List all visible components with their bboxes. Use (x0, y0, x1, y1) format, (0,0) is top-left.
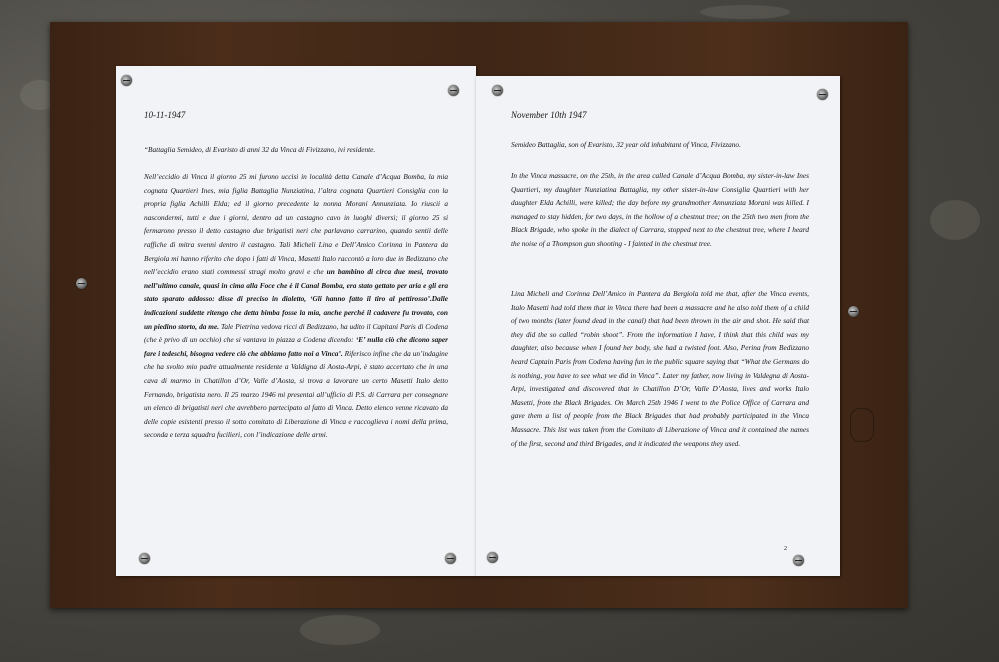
board-screw-icon (848, 306, 859, 317)
page-number: 2 (784, 546, 787, 552)
testimony-text: Tale Pietrina vedova ricci di Bedizzano, ha udito il Capitani Paris di Codena (che è privo di un occhio) che si vantava in piazza a Codena dicendo: (144, 321, 449, 345)
screw-icon (139, 553, 150, 564)
stone-texture (700, 5, 790, 19)
board-screw-icon (76, 278, 87, 289)
stone-texture (930, 200, 980, 240)
screw-icon (445, 553, 456, 564)
testimony-text: Riferisco infine che da un’indagine che ha svolto mio padre attualmente residente a Valdigna di Aosta-Arpi, è stato accertato che in una cava di marmo in Chatillon d’Or, Valle d’Aosta, si trova a lavorare un certo Masetti Italo detto Fernando, brigatista nero. Il 25 marzo 1946 mi presentai all’ufficio di P.S. di Carrara per consegnare un elenco di brigatisti neri che avrebbero partecipato al fatto di Vinca. Detto elenco venne ricavato da delle copie esistenti presso il sotto comitato di Liberazione di Vinca e raccoglieva i nomi della prima, seconda e terza squadra fucilieri, con l’indicazione delle armi. (144, 348, 449, 440)
screw-icon (817, 89, 828, 100)
testimony-text: Nell’eccidio di Vinca il giorno 25 mi furono uccisi in località detta Canale d’Acqua Bomba, la mia cognata Quartieri Ines, mia figlia Battaglia Nunziatina, l’altra cognata Quartieri Consiglia con la propria figlia Achilli Elda; ed il giorno precedente la nonna Morani Annunziata. Io riuscii a nascondermi, tutti e due i giorni, dentro ad un castagno cavo in luoghi diversi; il giorno 25 si fermarono presso il detto castagno due brigatisti neri che parlavano carrarino, quando sentii delle raffiche di mitra svenni dentro il castagno. Tali Micheli Lina e Dell’Amico Corinna in Pantera da Bergiola mi hanno riferito che dopo i fatti di Vinca, Masetti Italo raccontò a loro due in Bedizzano che nell’eccidio erano stati commessi stragi molto gravi e che (144, 172, 448, 277)
plaque-date: 10-11-1947 (144, 110, 186, 120)
plaque-testimony (144, 170, 448, 442)
italian-plaque (116, 66, 476, 576)
testimony-bold-text: un bambino di circa due mesi, trovato nell’ultimo canale, quasi in cima alla Foce che è il Canal Bomba, era stato gettato per aria e gli era stato sparato addosso: disse di preciso in dialetto, ‘Gli hanno fatto il tiro al pettirosso’.Dalle indicazioni suddette ritengo che detta bimba fosse la mia, anche perché il cadavere fu trovato, con un piedino storto, da me. (144, 267, 448, 331)
screw-icon (487, 552, 498, 563)
english-plaque (476, 76, 840, 576)
plaque-intro: Semideo Battaglia, son of Evaristo, 32 year old inhabitant of Vinca, Fivizzano. (511, 140, 741, 149)
screw-icon (448, 85, 459, 96)
plaque-date: November 10th 1947 (511, 110, 587, 120)
screw-icon (793, 555, 804, 566)
stone-texture (300, 615, 380, 645)
plaque-intro: “Battaglia Semideo, di Evaristo di anni 32 da Vinca di Fivizzano, ivi residente. (144, 145, 376, 154)
plaque-paragraph: Lina Micheli and Corinna Dell’Amico in Pantera da Bergiola told me that, after the Vinca events, Italo Masetti had told them that in Vinca there had been a massacre and he also told them of a child of two months (later found dead in the canal) that had been thrown in the air and shot. He said that they did the so called “robin shoot”. From the information I have, I think that this child was my daughter, also because when I found her body, she had a twisted foot. Also, Perina from Bedizzano heard Captain Paris from Codena having fun in the public square saying that “What the Germans do is nothing, you have to see what we did in Vinca”. Later my father, now living in Valdegna di Aosta-Arpi, investigated and discovered that in Chatillon D’Or, Valle D’Aosta, lives and works Italo Masetti, from the Black Brigades. On March 25th 1946 I went to the Police Office of Carrara and gave them a list of people from the Black Brigades that had probably participated in the Vinca Massacre. This list was taken from the Comitato di Liberazione of Vinca and it contained the names of the first, second and third Brigades, and it indicated the weapons they used. (511, 289, 809, 448)
testimony-bold-text: ‘E’ nulla ciò che dicono saper fare i tedeschi, bisogna vedere ciò che abbiamo fatto noi a Vinca’. (144, 335, 449, 358)
plaque-paragraph: In the Vinca massacre, on the 25th, in the area called Canale d’Acqua Bomba, my sister-in-law Ines Quartieri, my daughter Nunziatina Battaglia, my other sister-in-law Consiglia Quartieri with her daughter Elda Achilli, were killed; the day before my grandmother Annunziata Morani was killed. I managed to stay hidden, for two days, in the hollow of a chestnut tree; on the 25th two men from the Black Brigade, who spoke in the dialect of Carrara, stopped next to the chestnut tree, where I heard the noise of a Thompson gun shooting - I fainted in the chestnut tree. (511, 171, 809, 248)
screw-icon (492, 85, 503, 96)
screw-icon (121, 75, 132, 86)
board-mark (850, 408, 874, 442)
